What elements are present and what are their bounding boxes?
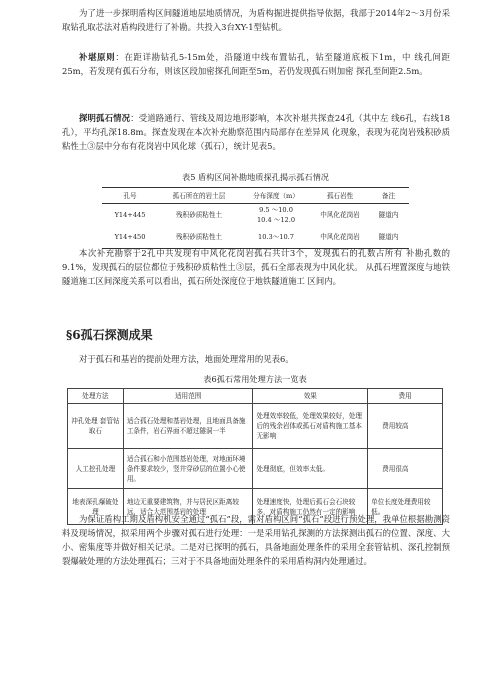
cost-cell: 费用较高 <box>368 404 443 449</box>
table5 <box>102 187 409 249</box>
table-row <box>68 404 443 449</box>
scope-cell: 适合孤石和小范围基岩处理，对地面环境条件要求较少，竖井穿砂层的位置小心使用。 <box>123 449 253 489</box>
method-cell: 地表深孔爆破处理 <box>68 489 124 525</box>
effect-cell: 处理彻底，但效率太低。 <box>253 449 368 489</box>
cost-cell: 费用很高 <box>368 449 443 489</box>
table5-header-row <box>102 188 409 204</box>
summary-paragraph: 本次补充勘察于2孔中共发现有中风化花岗岩孤石共计3个，发现孤石的孔数占所有 补勘孔数的9.1%，发现孤石的层位都位于残积砂质粘性土③层，孤石全部表现为中风化状。 从孤石埋置深度与地铁隧道施工区间深度关系可以看出，孤石所处深度位于地铁隧道施工 区间内。 <box>62 248 450 286</box>
depth-cell <box>240 204 312 227</box>
table5-header-cell: 备注 <box>368 188 409 204</box>
table6-caption: 表6孤石常用处理方法一览表 <box>203 374 307 384</box>
table-row <box>102 204 409 227</box>
section-heading: §6孤石探测成果 <box>66 328 153 342</box>
table6-header-cell: 处理方法 <box>68 389 124 404</box>
closing-paragraph: 为保证盾构工期及盾构机安全通过“孤石”段，需对盾构区间“孤石”段进行预处理，我单位根据勘测资料及现场情况，拟采用两个步骤对孤石进行处理：一是采用钻孔探测的方法探测出孤石的位置、深度、大小、密集度等并做好相关记录。二是对已探明的孤石，具备地面处理条件的采用全套管钻机、深孔控制预裂爆破处理的方法处理孤石；三对于不具备地面处理条件的采用盾构洞内处理通过。 <box>62 514 450 566</box>
boulder-probe-text: ：受道路通行、管线及周边地形影响，本次补堪共探查24孔（其中左 线6孔，右线18孔），平均孔深18.8m。探查发现在本次补充勘察范围内局部存在差异风 化现象，表现为花岗岩残积砂质粘性土③层中分布有花岗岩中风化球（孤石），统计见表5。 <box>62 113 450 151</box>
scope-cell: 适合孤石处理和基岩处理，且地面具备施工条件，岩石界面不超过隧洞一半 <box>123 404 253 449</box>
depth-cell: 10.3～10.7 <box>258 233 294 241</box>
scope-cell: 地边无重要建筑物，并与居民区距离较远，适合大范围基岩的处理 <box>123 489 253 525</box>
table5-header-cell: 分布深度（m） <box>240 188 312 204</box>
supplementary-survey-paragraph <box>62 50 450 78</box>
supplementary-survey-label: 补堪原则 <box>79 52 116 62</box>
table5-header-cell: 孤石所在的岩土层 <box>158 188 240 204</box>
table6 <box>67 388 443 525</box>
soil-layer-cell: 残积砂质粘性土 <box>175 211 223 219</box>
table6-header-cell: 适用范围 <box>123 389 253 404</box>
boulder-probe-label: 探明孤石情况 <box>79 113 131 123</box>
note-cell: 隧道内 <box>378 233 399 241</box>
table5-header-cell: 孤石岩性 <box>312 188 368 204</box>
method-cell: 冲孔处理 套管钻取石 <box>68 404 124 449</box>
borehole-id-cell: Y14+450 <box>114 233 146 241</box>
table6-header-cell: 效果 <box>253 389 368 404</box>
note-cell: 隧道内 <box>378 211 399 219</box>
effect-cell: 处理速度快，处理后孤石会石块较多，对盾构施工仍然有一定的影响 <box>253 489 368 525</box>
table6-header-cell: 费用 <box>368 389 443 404</box>
section6-intro: 对于孤石和基岩的提前处理方法，地面处理常用的见表6。 <box>79 354 294 364</box>
depth-range: 10.4 ～12.0 <box>256 216 296 224</box>
method-cell: 人工挖孔处理 <box>68 449 124 489</box>
table-row <box>68 449 443 489</box>
cost-cell: 单位长度处理费用较低。 <box>368 489 443 525</box>
rock-type-cell: 中风化花岗岩 <box>320 233 360 241</box>
borehole-id-cell: Y14+445 <box>114 211 146 219</box>
table6-header-row <box>68 389 443 404</box>
soil-layer-cell: 残积砂质粘性土 <box>175 233 223 241</box>
table5-caption: 表5 盾构区间补勘地质探孔揭示孤石情况 <box>182 172 329 182</box>
table5-header-cell: 孔号 <box>102 188 158 204</box>
rock-type-cell: 中风化花岗岩 <box>320 211 360 219</box>
boulder-probe-paragraph <box>62 111 450 153</box>
depth-range: 9.5 ～10.0 <box>259 206 293 214</box>
intro-paragraph: 为了进一步探明盾构区间隧道地层地质情况，为盾构掘进提供指导依据，我部于2014年2～3月份采取钻孔取芯法对盾构段进行了补勘。共投入3台XY-1型钻机。 <box>62 8 450 32</box>
effect-cell: 处理效率较低，处理效果较好，处理后的残余岩体或孤石对盾构施工基本无影响 <box>253 404 368 449</box>
supplementary-survey-text: ：在距详勘钻孔5-15m处，沿隧道中线布置钻孔，钻至隧道底板下1m，中 线孔间距25m，若发现有孤石分布，则该区段加密探孔间距至5m，若仍发现孤石则加密 探孔至间距2.5m。 <box>62 52 451 76</box>
